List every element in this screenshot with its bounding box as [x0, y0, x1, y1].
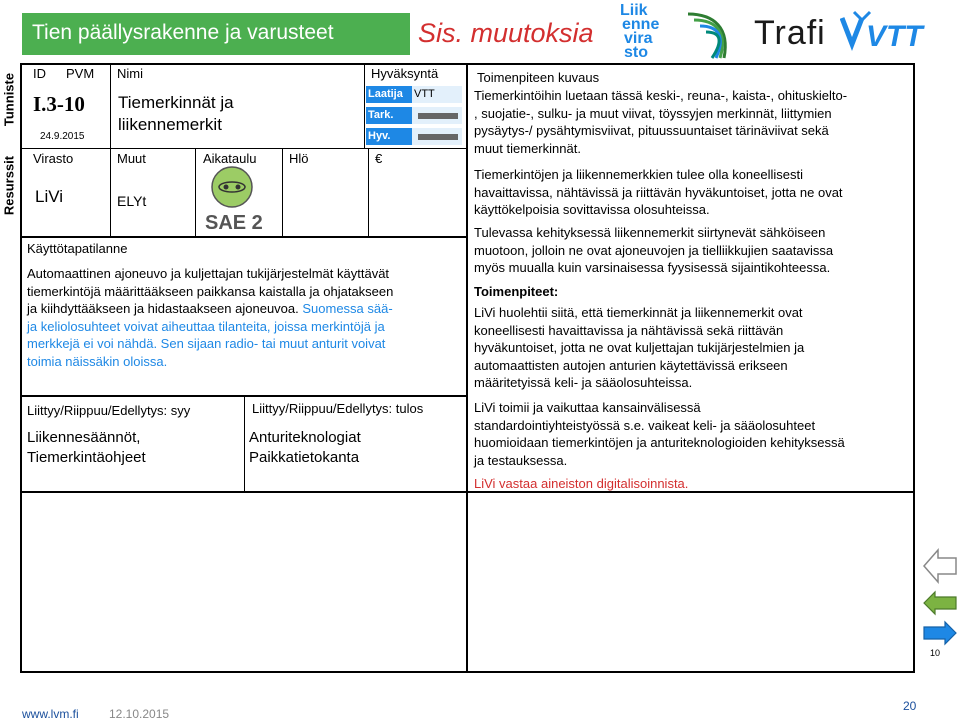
usage-line: [27, 335, 465, 353]
name-label: Nimi: [117, 66, 143, 81]
subtitle: Sis. muutoksia: [418, 18, 594, 48]
trafi-logo: Trafi: [754, 14, 826, 52]
staff-label: Hlö: [289, 151, 309, 166]
description-heading: Toimenpiteen kuvaus: [477, 70, 600, 85]
previous-arrow-icon[interactable]: [923, 590, 957, 616]
description-paragraph-3: [474, 224, 914, 277]
col-divider-dependencies: [244, 396, 245, 492]
row-divider-bottom: [20, 491, 915, 493]
text-line: LiVi toimii ja vaikuttaa kansainvälisessä: [474, 400, 701, 415]
footer-url[interactable]: www.lvm.fi: [22, 707, 79, 721]
usage-segment: merkkejä ei voi nähdä. Sen sijaan radio- tai muut anturit voivat: [27, 336, 386, 352]
text-line: koneellisesti havaittavissa ja nähtävissä sekä riittävän: [474, 322, 784, 338]
approval-checker-key: Tark.: [366, 107, 412, 124]
usage-line: [27, 318, 465, 336]
col-divider-staff: [282, 149, 283, 236]
usage-heading: Käyttötapatilanne: [27, 241, 128, 256]
back-arrow-icon[interactable]: [923, 547, 957, 585]
smiley-status-icon: [210, 165, 254, 209]
text-line: hyväkuntoiset, jotta ne ovat kuljettajan tukijärjestelmien ja: [474, 340, 805, 356]
text-line: havaittavissa, nähtävissä ja riittävän hyväkuntoiset, jotta ne ovat: [474, 184, 843, 200]
schedule-value: SAE 2: [205, 212, 263, 234]
cause-value-line2: Tiemerkintäohjeet: [27, 449, 146, 466]
usage-line: [27, 265, 465, 283]
agency-label: Virasto: [33, 151, 74, 166]
result-value-line1: Anturiteknologiat: [249, 429, 361, 446]
others-label: Muut: [117, 151, 146, 166]
footer-date: 12.10.2015: [109, 707, 170, 721]
text-line: Tiemerkintöjen ja liikennemerkkien tulee olla koneellisesti: [474, 167, 804, 182]
description-paragraph-5: [474, 399, 914, 469]
text-line: muut tiemerkinnät.: [474, 140, 581, 156]
others-value: ELYt: [117, 193, 147, 209]
cause-value-line1: Liikennesäännöt,: [27, 429, 141, 446]
title-banner: [22, 13, 410, 55]
cost-label: €: [375, 151, 383, 166]
col-divider-approval: [364, 64, 365, 149]
text-line: LiVi huolehtii siitä, että tiemerkinnät ja liikennemerkit ovat: [474, 305, 803, 320]
approval-label: Hyväksyntä: [371, 66, 439, 81]
usage-segment: ja keliolosuhteet voivat aiheuttaa tilanteita, joissa merkintöjä ja: [27, 318, 385, 334]
usage-segment: toimia näissäkin oloissa.: [27, 353, 168, 369]
next-arrow-icon[interactable]: [923, 620, 957, 646]
text-line: huomioidaan tiemerkintöjen ja anturiteknologioiden kehityksessä: [474, 435, 845, 451]
result-label: Liittyy/Riippuu/Edellytys: tulos: [252, 401, 424, 416]
usage-text: [27, 265, 465, 371]
text-line: muotoon, jolloin ne ovat ajoneuvojen ja tielliikkujien saatavissa: [474, 242, 834, 258]
cause-label: Liittyy/Riippuu/Edellytys: syy: [27, 403, 191, 418]
usage-line: [27, 283, 465, 301]
description-paragraph-4: [474, 304, 914, 392]
slide-number: 20: [903, 699, 917, 713]
resurssit-side-label: Resurssit: [1, 155, 17, 216]
redacted-checker: [418, 113, 458, 119]
id-value: I.3-10: [33, 92, 85, 116]
vtt-logo: [840, 10, 935, 54]
col-divider-cost: [368, 149, 369, 236]
usage-segment: ja kiihdyttääkseen ja hidastaakseen ajoneuvoa.: [27, 301, 303, 317]
tunniste-side-label: Tunniste: [1, 72, 17, 127]
text-line: Tulevassa kehityksessä liikennemerkit siirtynevät sähköiseen: [474, 225, 826, 240]
name-value-line1: Tiemerkinnät ja: [118, 93, 234, 112]
ministry-swoosh-logo: [684, 8, 744, 62]
actions-heading: Toimenpiteet:: [474, 284, 559, 299]
result-value-line2: Paikkatietokanta: [249, 449, 360, 466]
usage-segment: tiemerkintöjä määrittääkseen paikkansa kaistalla ja ohjatakseen: [27, 283, 394, 299]
approval-approver-key: Hyv.: [366, 128, 412, 145]
text-line: standardointiyhteistyössä s.e. vaikeat keli- ja sääolosuhteet: [474, 417, 816, 433]
text-line: , suojatie-, sulku- ja muut viivat, töyssyjen merkinnät, liittymien: [474, 105, 832, 121]
usage-segment: Automaattinen ajoneuvo ja kuljettajan tukijärjestelmät käyttävät: [27, 266, 390, 281]
nav-page-number: 10: [930, 648, 941, 658]
column-divider: [466, 64, 468, 672]
col-divider-schedule: [195, 149, 196, 236]
approval-author-key: Laatija: [366, 86, 412, 103]
text-line: käyttökelpoisia sovittavissa olosuhteissa.: [474, 202, 710, 218]
liikennevirasto-logo: Liik enne vira sto: [620, 2, 660, 61]
schedule-label: Aikataulu: [203, 151, 257, 166]
description-paragraph-6: LiVi vastaa aineiston digitalisoinnista.: [474, 476, 689, 491]
text-line: pysäytys-/ pysähtymisviivat, pituussuuntaiset tärinäviivat sekä: [474, 123, 829, 139]
redacted-approver: [418, 134, 458, 140]
name-value-line2: liikennemerkit: [118, 115, 222, 134]
usage-line: [27, 300, 465, 318]
row-divider-resources: [20, 236, 467, 238]
row-divider-id: [20, 148, 467, 149]
page-title: Tien päällysrakenne ja varusteet: [32, 21, 334, 44]
usage-segment: Suomessa sää-: [302, 301, 393, 317]
text-line: myös muualla kuin varsinaisessa fyysisessä sijaintikohteessa.: [474, 260, 831, 276]
vtt-logo-text: VTT: [866, 20, 923, 53]
text-line: määritetyissä keli- ja sääolosuhteissa.: [474, 375, 693, 391]
agency-value: LiVi: [35, 187, 64, 206]
date-value: 24.9.2015: [40, 131, 85, 142]
text-line: automaattisten autojen anturien käytettävissä erikseen: [474, 357, 788, 373]
col-divider-name: [110, 64, 111, 236]
id-label: ID: [33, 66, 46, 81]
description-paragraph-2: [474, 166, 914, 219]
pvm-label: PVM: [66, 66, 95, 81]
approval-author-value: VTT: [412, 86, 462, 103]
text-line: Tiemerkintöihin luetaan tässä keski-, reuna-, kaista-, ohituskielto-: [474, 88, 848, 103]
usage-line: [27, 353, 465, 371]
description-paragraph-1: [474, 87, 914, 157]
text-line: ja testauksessa.: [474, 452, 568, 468]
